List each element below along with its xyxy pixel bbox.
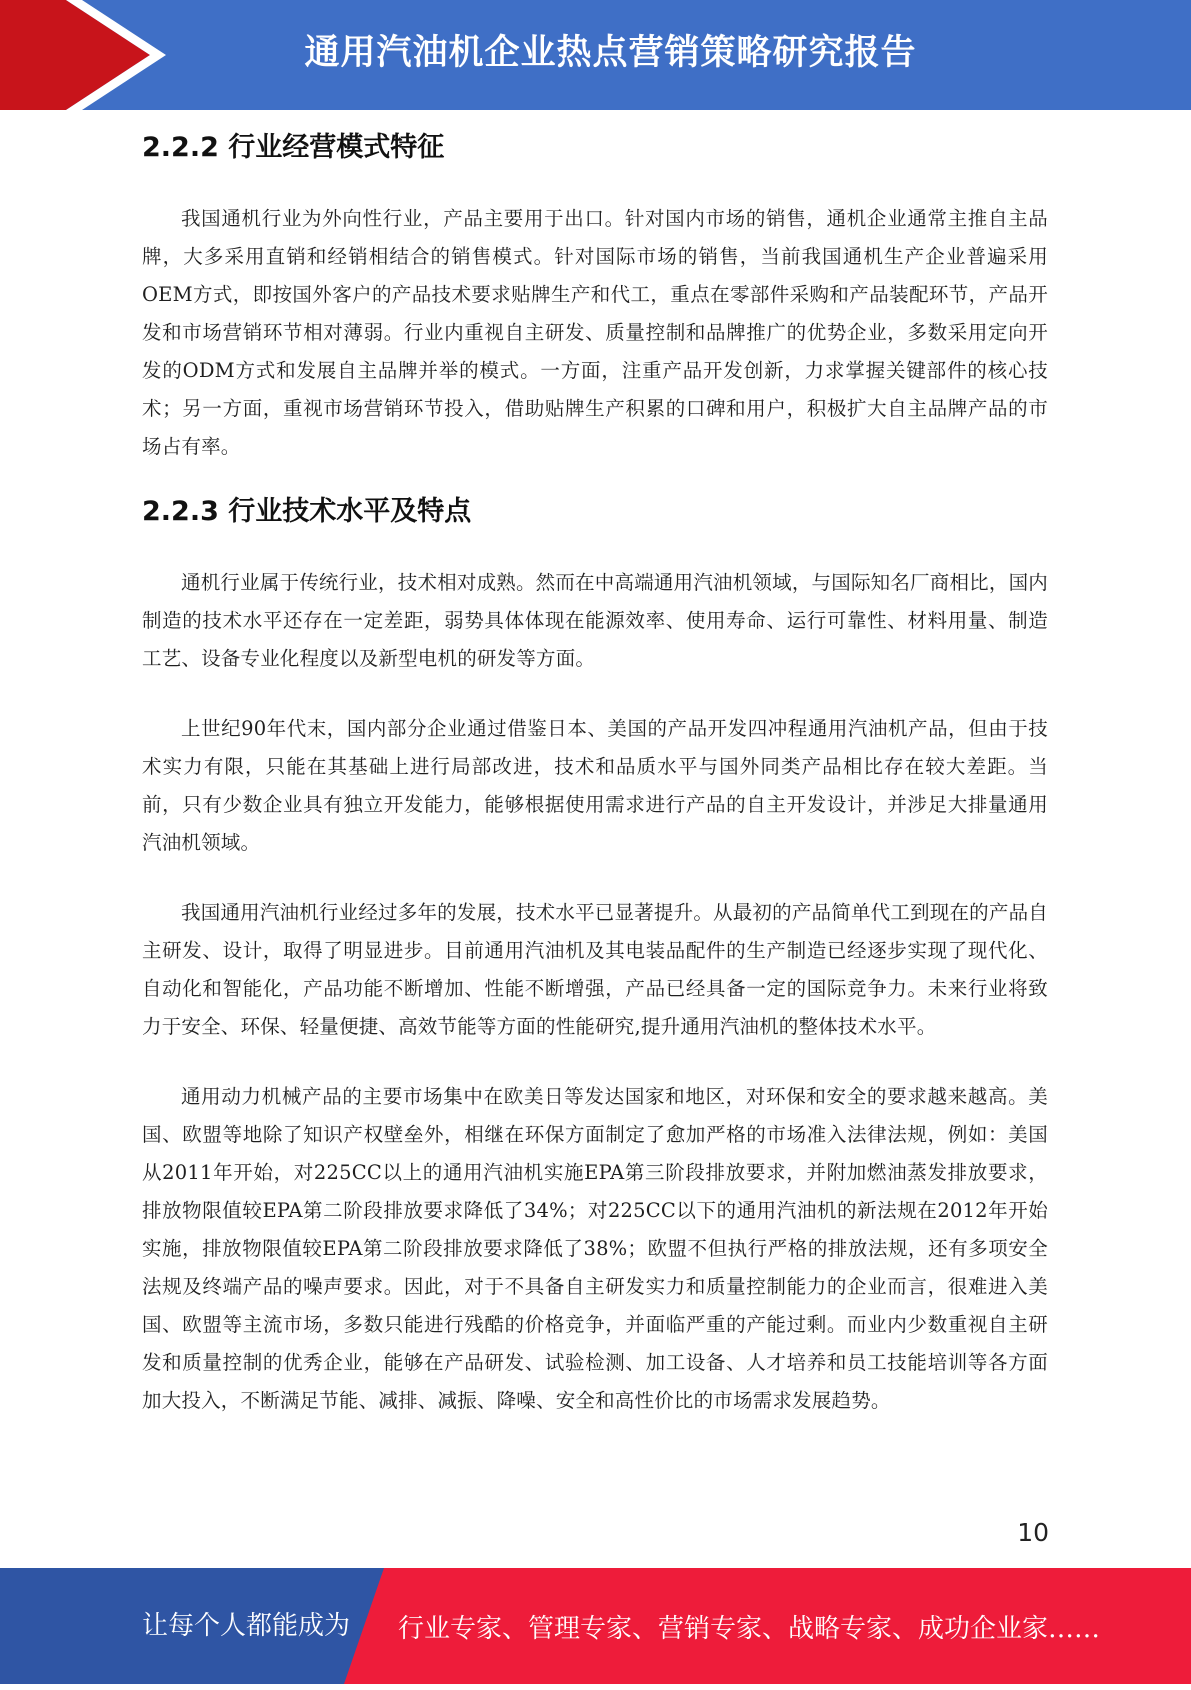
page-number: 10 — [1017, 1518, 1049, 1547]
section-heading: 2.2.2 行业经营模式特征 — [142, 132, 445, 163]
paragraph: 我国通机行业为外向性行业，产品主要用于出口。针对国内市场的销售，通机企业通常主推自主品牌，大多采用直销和经销相结合的销售模式。针对国际市场的销售，当前我国通机生产企业普遍采用OEM方式，即按国外客户的产品技术要求贴牌生产和代工，重点在零部件采购和产品装配环节，产品开发和市场营销环节相对薄弱。行业内重视自主研发、质量控制和品牌推广的优势企业，多数采用定向开发的ODM方式和发展自主品牌并举的模式。一方面，注重产品开发创新，力求掌握关键部件的核心技术；另一方面，重视市场营销环节投入，借助贴牌生产积累的口碑和用户，积极扩大自主品牌产品的市场占有率。 — [142, 207, 1048, 458]
report-title: 通用汽油机企业热点营销策略研究报告 — [304, 33, 917, 73]
footer-slogan-right: 行业专家、管理专家、营销专家、战略专家、成功企业家…… — [398, 1614, 1101, 1644]
section-heading: 2.2.3 行业技术水平及特点 — [142, 496, 472, 527]
footer-slogan-left: 让每个人都能成为 — [142, 1611, 351, 1641]
footer-banner — [0, 1568, 1191, 1684]
paragraph: 我国通用汽油机行业经过多年的发展，技术水平已显著提升。从最初的产品简单代工到现在的产品自主研发、设计，取得了明显进步。目前通用汽油机及其电装品配件的生产制造已经逐步实现了现代化、自动化和智能化，产品功能不断增加、性能不断增强，产品已经具备一定的国际竞争力。未来行业将致力于安全、环保、轻量便捷、高效节能等方面的性能研究,提升通用汽油机的整体技术水平。 — [142, 901, 1048, 1038]
paragraph: 通用动力机械产品的主要市场集中在欧美日等发达国家和地区，对环保和安全的要求越来越高。美国、欧盟等地除了知识产权壁垒外，相继在环保方面制定了愈加严格的市场准入法律法规，例如：美国从2011年开始，对225CC以上的通用汽油机实施EPA第三阶段排放要求，并附加燃油蒸发排放要求，排放物限值较EPA第二阶段排放要求降低了34%；对225CC以下的通用汽油机的新法规在2012年开始实施，排放物限值较EPA第二阶段排放要求降低了38%；欧盟不但执行严格的排放法规，还有多项安全法规及终端产品的噪声要求。因此，对于不具备自主研发实力和质量控制能力的企业而言，很难进入美国、欧盟等主流市场，多数只能进行残酷的价格竞争，并面临严重的产能过剩。而业内少数重视自主研发和质量控制的优秀企业，能够在产品研发、试验检测、加工设备、人才培养和员工技能培训等各方面加大投入，不断满足节能、减排、减振、降噪、安全和高性价比的市场需求发展趋势。 — [142, 1085, 1048, 1412]
header-arrow-decoration — [0, 0, 180, 110]
header-banner — [0, 0, 1191, 110]
paragraph: 通机行业属于传统行业，技术相对成熟。然而在中高端通用汽油机领域，与国际知名厂商相比，国内制造的技术水平还存在一定差距，弱势具体体现在能源效率、使用寿命、运行可靠性、材料用量、制造工艺、设备专业化程度以及新型电机的研发等方面。 — [142, 571, 1048, 670]
document-body — [142, 118, 1048, 1420]
paragraph: 上世纪90年代末，国内部分企业通过借鉴日本、美国的产品开发四冲程通用汽油机产品，但由于技术实力有限，只能在其基础上进行局部改进，技术和品质水平与国外同类产品相比存在较大差距。当前，只有少数企业具有独立开发能力，能够根据使用需求进行产品的自主开发设计，并涉足大排量通用汽油机领域。 — [142, 717, 1048, 854]
